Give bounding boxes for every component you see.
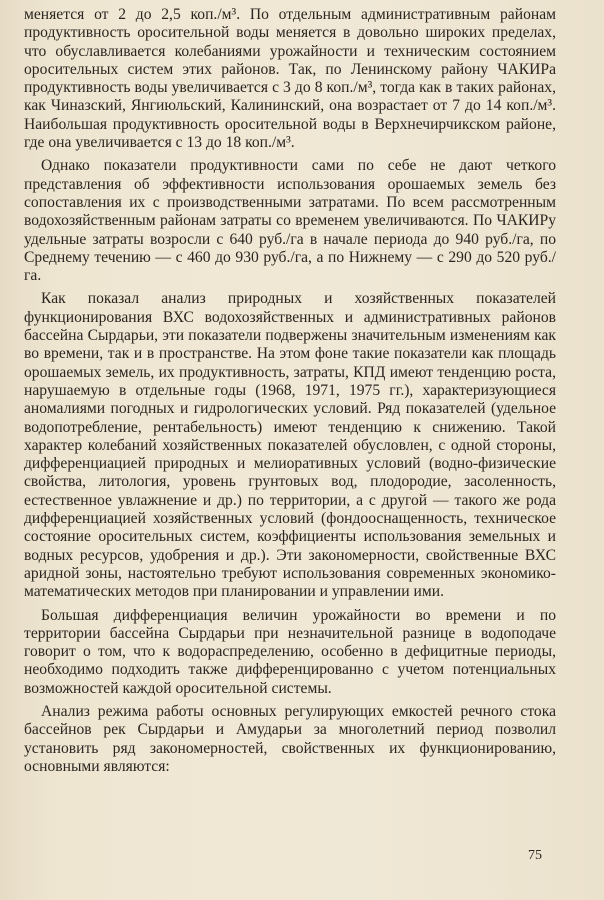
page-number: 75 xyxy=(528,848,542,863)
paragraph-reservoirs: Анализ режима работы основных регулирующих емкостей речного стока бассейнов рек Сырдарьи и Амударьи за многолетний период позволил установить ряд закономерностей, свойственных их функционированию, основными являются: xyxy=(24,702,556,775)
paragraph-productivity: меняется от 2 до 2,5 коп./м³. По отдельным административным районам продуктивность оросительной воды меняется в довольно широких пределах, что обуславливается колебаниями урожайности и техническим состоянием оросительных систем этих районов. Так, по Ленинскому району ЧАКИРа продуктивность воды увеличивается с 3 до 8 коп./м³, тогда как в таких районах, как Чиназский, Янгиюльский, Калининский, она возрастает от 7 до 14 коп./м³. Наибольшая продуктивность оросительной воды в Верхнечирчикском районе, где она увеличивается с 13 до 18 коп./м³. xyxy=(24,6,556,152)
paragraph-differentiation: Большая дифференциация величин урожайности во времени и по территории бассейна Сырдарьи при незначительной разнице в водоподаче говорит о том, что к водораспределению, особенно в дефицитные периоды, необходимо подходить также дифференцированно с учетом потенциальных возможностей каждой оросительной системы. xyxy=(24,606,556,697)
paragraph-analysis: Как показал анализ природных и хозяйственных показателей функционирования ВХС водохозяйственных и административных районов бассейна Сырдарьи, эти показатели подвержены значительным изменениям как во времени, так и в пространстве. На этом фоне такие показатели как площадь орошаемых земель, их продуктивность, затраты, КПД имеют тенденцию роста, нарушаемую в отдельные годы (1968, 1971, 1975 гг.), характеризующиеся аномалиями погодных и гидрологических условий. Ряд показателей (удельное водопотребление, рентабельность) имеют тенденцию к снижению. Такой характер колебаний хозяйственных показателей обусловлен, с одной стороны, дифференциацией природных и мелиоративных условий (водно-физические свойства, литология, уровень грунтовых вод, плодородие, засоленность, естественное увлажнение и др.) по территории, а с другой — такого же рода дифференциацией хозяйственных условий (фондооснащенность, техническое состояние оросительных систем, коэффициенты использования земельных и водных ресурсов, удобрения и др.). Эти закономерности, свойственные ВХС аридной зоны, настоятельно требуют использования современных экономико-математических методов при планировании и управлении ими. xyxy=(24,290,556,601)
body-text xyxy=(24,6,556,781)
paragraph-costs: Однако показатели продуктивности сами по себе не дают четкого представления об эффективности использования орошаемых земель без сопоставления их с производственными затратами. По всем рассмотренным водохозяйственным районам затраты со временем увеличиваются. По ЧАКИРу удельные затраты возросли с 640 руб./га в начале периода до 940 руб./га, по Среднему течению — с 460 до 930 руб./га, а по Нижнему — с 290 до 520 руб./га. xyxy=(24,157,556,285)
